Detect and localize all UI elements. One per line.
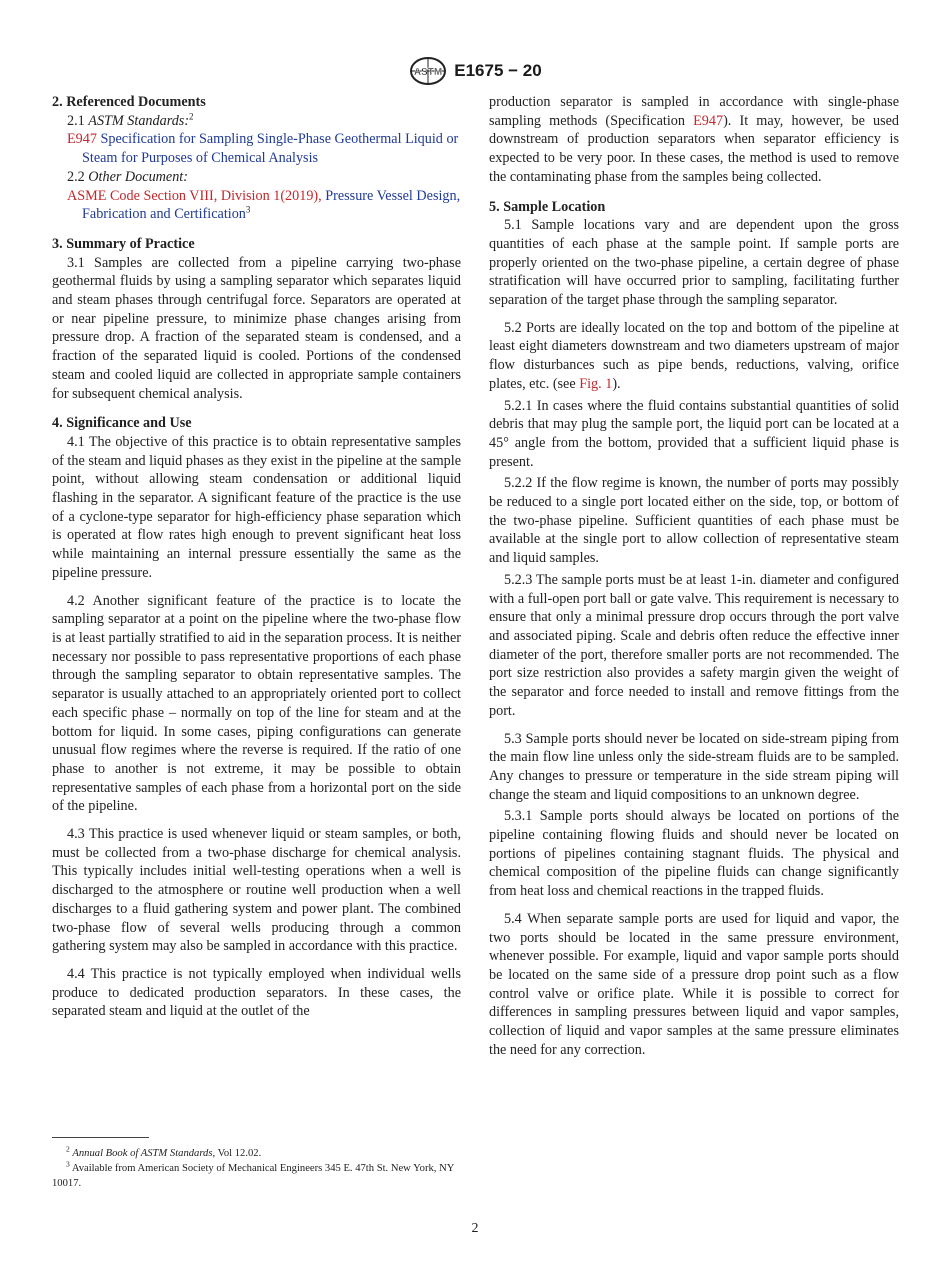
astm-logo-icon (408, 56, 448, 86)
reference-entry[interactable]: ASME Code Section VIII, Division 1(2019), Pressure Vessel Design, Fabrication and Certification$^3$ (67, 187, 461, 223)
paragraph-continuation: production separator is sampled in accordance with single-phase sampling methods (Specification E947). It may, however, be used downstream of production separators when separator efficiency is expected to be very poor. In these cases, the method is used to remove the contaminating phase from the samples being collected. (489, 94, 900, 185)
section-heading: 4. Significance and Use (52, 415, 192, 432)
reference-subsection: 2.1 ASTM Standards:$^2$ (67, 110, 194, 129)
paragraph: 4.4 This practice is not typically employed when individual wells produce to dedicated production separators. In these cases, the separated steam and liquid at the outlet of the (52, 965, 461, 1020)
reference-subsection: 2.2 Other Document: (67, 168, 188, 185)
paragraph: 5.2 Ports are ideally located on the top and bottom of the pipeline at least eight diameters downstream and two diameters upstream of major flow disturbances such as pipe bends, reductions, valving, orifice plates, etc. (see Fig. 1). (489, 319, 899, 392)
reference-title-link[interactable]: Pressure Vessel Design, Fabrication and Certification (82, 187, 461, 223)
section-heading: 3. Summary of Practice (52, 235, 195, 252)
footnotes (52, 1146, 461, 1191)
reference-link[interactable]: E947 (693, 112, 724, 129)
page-header (0, 56, 950, 86)
reference-code-link[interactable]: E947 (67, 131, 97, 148)
left-column (52, 93, 461, 1021)
paragraph: 4.1 The objective of this practice is to obtain representative samples of the steam and liquid phases as they exist in the pipeline at the sample point, without allowing steam condensation or additional liquid flashing in the separator. A significant feature of the practice is the use of a cyclone-type separator for high-efficiency phase separation which is operated at flow rates high enough to prevent significant heat loss while maintaining an internal pressure essentially the same as the pipeline pressure. (52, 433, 461, 581)
paragraph: 5.3.1 Sample ports should always be located on portions of the pipeline containing flowing fluids and should never be located on portions of pipelines containing stagnant fluids. The physical and chemical composition of the pipeline fluids can change significantly from heat loss and chemical reactions in the trapped fluids. (489, 808, 899, 900)
paragraph: 5.4 When separate sample ports are used for liquid and vapor, the two ports should be located in the same pressure environment, whenever possible. For example, liquid and vapor sample ports should be located on the same side of a pressure drop point such as a flow control valve or orifice plate. While it is possible to correct for differences in sampling pressures between liquid and vapor samples, collection of liquid and vapor samples at the same pressure eliminates the need for any correction. (489, 910, 899, 1058)
reference-entry[interactable] (52, 130, 461, 167)
paragraph: 3.1 Samples are collected from a pipeline carrying two-phase geothermal fluids by using a sampling separator which separates liquid and steam phases through centrifugal force. Separators are operated at or near pipeline pressure, to minimize phase changes arising from pressure drop. A fraction of the separated steam is condensed, and a fraction of the separated liquid is cooled. Portions of the condensed steam and cooled liquid are collected in appropriate sample containers for subsequent chemical analysis. (52, 254, 461, 402)
reference-title-link[interactable]: Specification for Sampling Single-Phase Geothermal Liquid or Steam for Purposes of Chemical Analysis (82, 131, 459, 167)
footnote: $^2$ Annual Book of ASTM Standards, Vol 12.02. (66, 1144, 262, 1159)
figure-link[interactable]: Fig. 1 (579, 375, 613, 392)
paragraph: 5.2.1 In cases where the fluid contains substantial quantities of solid debris that may plug the sample port, the liquid port can be located at a 45° angle from the bottom, provided that a sufficient liquid phase is present. (489, 397, 899, 470)
paragraph: 4.2 Another significant feature of the practice is to locate the sampling separator at a point on the pipeline where the two-phase flow is at least partially stratified to aid in the separation process. It is neither necessary nor possible to pass representative proportions of each phase through the sampling separator to obtain representative samples. The separator is usually attached to an appropriately oriented port to collect each specific phase – normally on top of the line for steam and at the bottom for liquid. In some cases, piping configurations can generate unusual flow regimes where the reverse is required. If the ratio of one phase to another is not extreme, it may be possible to obtain representative samples of each phase from a horizontal port on the side of the pipeline. (52, 592, 461, 815)
paragraph: 5.1 Sample locations vary and are dependent upon the gross quantities of each phase at the sample point. If sample ports are properly oriented on the two-phase pipeline, a certain degree of phase stratification will have occurred prior to sampling, facilitating further separation of the target phase through the sampling separator. (489, 217, 899, 309)
footnote: $^3$ Available from American Society of Mechanical Engineers 345 E. 47th St. New York, NY 10017. (52, 1159, 454, 1189)
page-number: 2 (471, 1221, 479, 1236)
right-column (489, 93, 899, 1059)
paragraph: 5.2.3 The sample ports must be at least 1-in. diameter and configured with a full-open port ball or gate valve. This requirement is necessary to ensure that only a minimal pressure drop occurs through the port valve and associated piping. Scale and debris often reduce the effective inner diameter of the port, therefore smaller ports are not recommended. The port size restriction also provides a safety margin given the weight of the separator and force needed to install and remove fittings from the port. (489, 571, 899, 719)
reference-code-link[interactable]: ASME Code Section VIII, Division 1(2019), (67, 187, 322, 204)
document-id: E1675 − 20 (454, 61, 542, 80)
svg-text:ASTM: ASTM (414, 67, 443, 78)
paragraph: 5.3 Sample ports should never be located on side-stream piping from the main flow line unless only the side-stream fluids are to be sampled. Any changes to pressure or temperature in the side stream piping will change the steam and liquid compositions to an unknown degree. (489, 730, 899, 803)
paragraph: 5.2.2 If the flow regime is known, the number of ports may possibly be reduced to a single port located either on the side, top, or bottom of the two-phase pipeline. Sufficient quantities of each phase must be available at the single port to allow collection of representative steam and liquid samples. (489, 475, 899, 567)
section-heading: 2. Referenced Documents (52, 94, 206, 110)
footnote-divider (52, 1137, 149, 1138)
paragraph: 4.3 This practice is used whenever liquid or steam samples, or both, must be collected from a two-phase discharge for chemical analysis. This typically includes initial well-testing operations when a well is discharged to the atmosphere or routine well production when a well discharges to a fluid gathering system and power plant. The combined two-phase flow of several wells producing through a common gathering system may also be sampled in accordance with this practice. (52, 826, 461, 955)
section-heading: 5. Sample Location (489, 198, 606, 215)
